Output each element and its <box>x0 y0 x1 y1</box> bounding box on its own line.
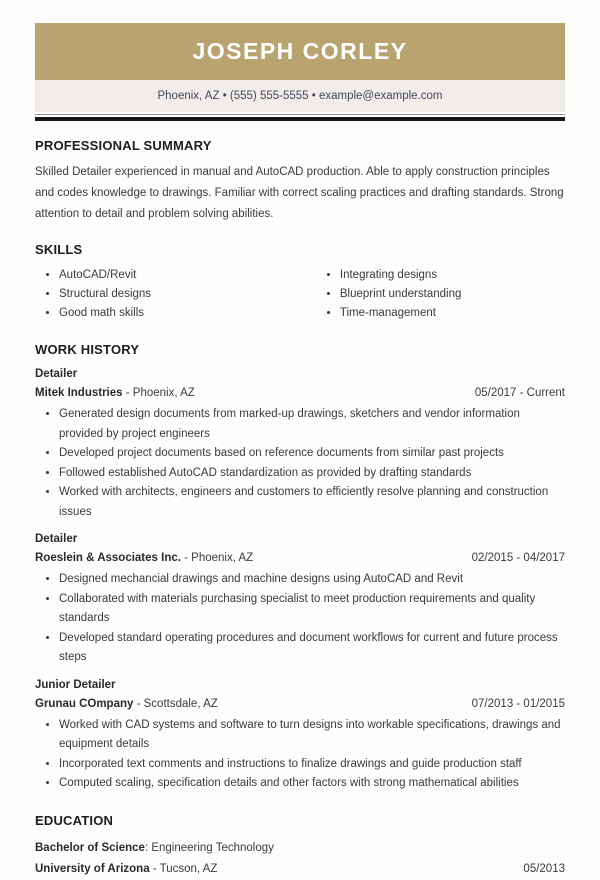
job-title: Detailer <box>35 533 78 545</box>
education-entry <box>35 838 565 880</box>
job-bullet: • Worked with CAD systems and software to turn designs into workable specifications, drawings and equipment details <box>59 716 565 755</box>
skills-column-2 <box>316 266 565 323</box>
skills-heading: SKILLS <box>35 242 83 257</box>
education-school-location: - Tucson, AZ <box>149 862 218 875</box>
job-bullet: • Incorporated text comments and instructions to finalize drawings and guide production staff <box>59 755 565 775</box>
education-school-line <box>35 859 565 880</box>
section-education <box>35 813 565 880</box>
skill-item: • Time-management <box>340 304 565 323</box>
job-company: Grunau COmpany <box>35 697 134 710</box>
job-company-line <box>35 384 565 403</box>
section-work-history <box>35 342 565 794</box>
job-entry <box>35 365 565 522</box>
job-bullet: • Developed standard operating procedures and document workflows for current and future process steps <box>59 629 565 668</box>
education-date: 05/2013 <box>523 862 565 875</box>
skill-item: • AutoCAD/Revit <box>59 266 316 285</box>
job-bullet: • Worked with architects, engineers and customers to efficiently resolve planning and construction issues <box>59 483 565 522</box>
job-dates: 07/2013 - 01/2015 <box>471 697 565 710</box>
contact-info: Phoenix, AZ • (555) 555-5555 • example@example.com <box>157 90 443 102</box>
education-degree: Bachelor of Science <box>35 841 145 854</box>
job-bullet: • Collaborated with materials purchasing specialist to meet production requirements and quality standards <box>59 590 565 629</box>
job-bullet: • Computed scaling, specification details and other factors with strong mathematical abilities <box>59 774 565 794</box>
job-location: - Scottsdale, AZ <box>133 697 218 710</box>
job-location: - Phoenix, AZ <box>180 552 254 564</box>
section-skills <box>35 242 565 323</box>
skill-item: • Blueprint understanding <box>340 285 565 304</box>
education-degree-line <box>35 838 565 859</box>
skill-item: • Integrating designs <box>340 266 565 285</box>
job-bullet: • Generated design documents from marked-up drawings, sketchers and vendor information provided by project engineers <box>59 405 565 444</box>
education-heading: EDUCATION <box>35 812 114 828</box>
job-title: Junior Detailer <box>35 678 116 691</box>
education-school: University of Arizona <box>35 862 150 875</box>
job-bullet: • Developed project documents based on reference documents from similar past projects <box>59 444 565 464</box>
job-entry <box>35 676 565 794</box>
job-bullet: • Designed mechancial drawings and machine designs using AutoCAD and Revit <box>59 570 565 590</box>
candidate-name: JOSEPH CORLEY <box>192 38 408 64</box>
summary-heading: PROFESSIONAL SUMMARY <box>35 138 212 153</box>
job-location: - Phoenix, AZ <box>122 387 195 399</box>
section-professional-summary <box>35 138 565 225</box>
job-title: Detailer <box>35 368 78 380</box>
job-dates: 05/2017 - Current <box>474 387 565 399</box>
job-company-line <box>35 695 565 714</box>
job-dates: 02/2015 - 04/2017 <box>471 552 565 564</box>
job-company-line <box>35 549 565 568</box>
skill-item: • Good math skills <box>59 304 316 323</box>
job-entry <box>35 530 565 668</box>
contact-band <box>35 80 565 112</box>
skills-column-1 <box>35 266 316 323</box>
divider-thin-rule <box>35 114 565 115</box>
divider-thick-rule <box>35 117 565 121</box>
skill-item: • Structural designs <box>59 285 316 304</box>
work-history-heading: WORK HISTORY <box>35 342 140 357</box>
skills-columns <box>35 266 565 323</box>
job-company: Roeslein & Associates Inc. <box>35 552 181 564</box>
summary-text: Skilled Detailer experienced in manual and AutoCAD production. Able to apply construction principles and codes knowledge to drawings. Familiar with correct scaling practices and drafting standards. Strong attention to detail and problem solving abilities. <box>35 166 564 220</box>
header-name-band <box>35 23 565 80</box>
education-degree-detail: : Engineering Technology <box>144 841 274 854</box>
job-bullet: • Followed established AutoCAD standardization as provided by drafting standards <box>59 464 565 484</box>
job-company: Mitek Industries <box>35 387 123 399</box>
